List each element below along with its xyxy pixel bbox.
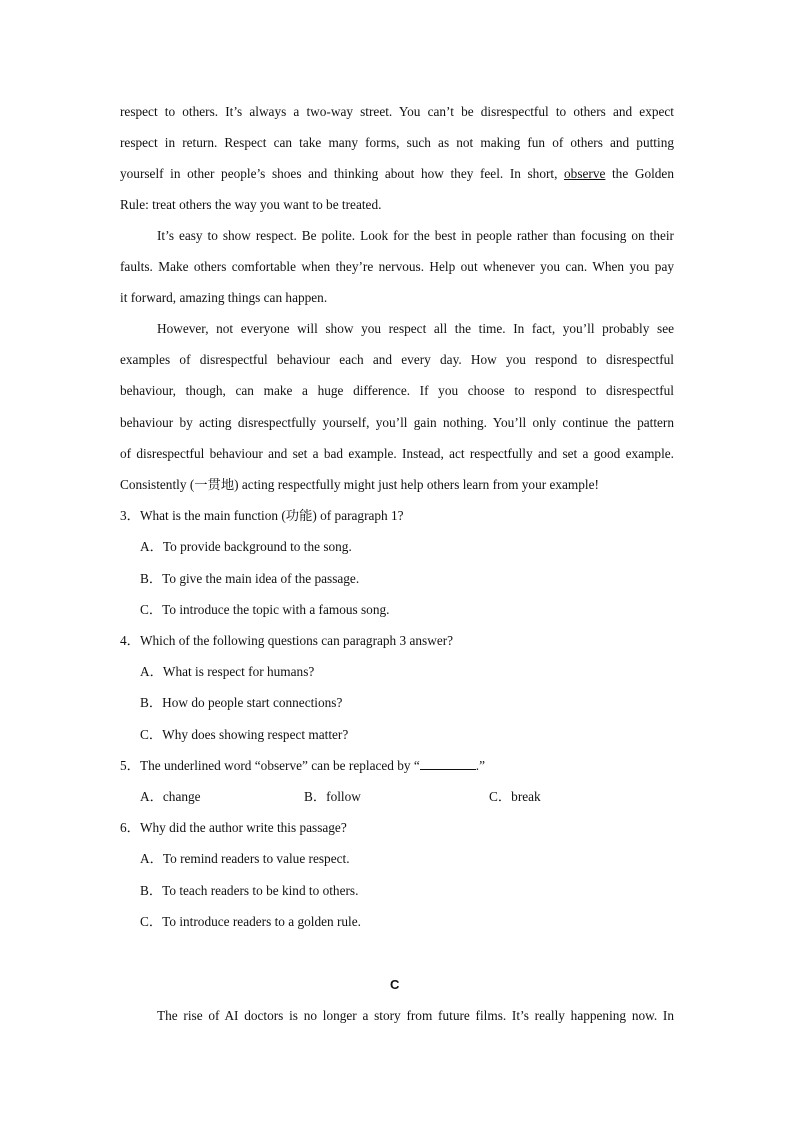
answer-blank <box>420 757 476 770</box>
question-4-option-c[interactable]: C．Why does showing respect matter? <box>140 727 349 742</box>
passage-b-p2-line-1: It’s easy to show respect. Be polite. Look for the best in people rather than focusing on their <box>157 228 674 243</box>
passage-b-p2-line-3: it forward, amazing things can happen. <box>120 290 328 305</box>
question-3-option-b[interactable]: B．To give the main idea of the passage. <box>140 571 360 586</box>
question-6-option-a[interactable]: A．To remind readers to value respect. <box>140 851 350 866</box>
passage-b-p3-line-2: examples of disrespectful behaviour each and every day. How you respond to disrespectful <box>120 352 674 367</box>
question-3-option-a[interactable]: A．To provide background to the song. <box>140 539 352 554</box>
line-3-tail: the Golden <box>605 166 674 181</box>
passage-b-p3-line-1: However, not everyone will show you respect all the time. In fact, you’ll probably see <box>157 321 674 336</box>
question-5-stem <box>120 757 674 775</box>
question-5-option-a[interactable]: A．change <box>140 789 201 804</box>
question-4-option-b[interactable]: B．How do people start connections? <box>140 695 343 710</box>
question-3-option-c[interactable]: C．To introduce the topic with a famous song. <box>140 602 390 617</box>
question-5-option-b[interactable]: B．follow <box>304 789 361 804</box>
passage-b-p1-line-1: respect to others. It’s always a two-way street. You can’t be disrespectful to others and expect <box>120 104 674 119</box>
section-c-heading: C <box>390 977 400 992</box>
question-4-stem: 4．Which of the following questions can paragraph 3 answer? <box>120 633 454 648</box>
passage-b-p3-line-3: behaviour, though, can make a huge difference. If you choose to respond to disrespectful <box>120 383 674 398</box>
question-5-stem-after: .” <box>475 758 486 773</box>
passage-b-p1-line-2: respect in return. Respect can take many forms, such as not making fun of others and putting <box>120 135 674 150</box>
question-5-stem-before: 5．The underlined word “observe” can be replaced by “ <box>120 758 420 773</box>
passage-b-p3-line-4: behaviour by acting disrespectfully yourself, you’ll gain nothing. You’ll only continue the pattern <box>120 415 674 430</box>
section-c-first-line: The rise of AI doctors is no longer a story from future films. It’s really happening now. In <box>157 1008 674 1023</box>
passage-b-p1-line-4: Rule: treat others the way you want to be treated. <box>120 197 382 212</box>
passage-b-p2-line-2: faults. Make others comfortable when they’re nervous. Help out whenever you can. When you pay <box>120 259 674 274</box>
question-3-stem: 3．What is the main function (功能) of paragraph 1? <box>120 508 404 523</box>
line-3-text: yourself in other people’s shoes and thinking about how they feel. In short, <box>120 166 565 181</box>
underlined-word-observe: observe <box>564 166 606 181</box>
passage-b-p3-line-5: of disrespectful behaviour and set a bad example. Instead, act respectfully and set a good example. <box>120 446 674 461</box>
question-5-option-c[interactable]: C．break <box>489 789 541 804</box>
question-6-stem: 6．Why did the author write this passage? <box>120 820 347 835</box>
question-6-option-b[interactable]: B．To teach readers to be kind to others. <box>140 883 359 898</box>
passage-b-p1-line-3 <box>120 165 674 183</box>
question-4-option-a[interactable]: A．What is respect for humans? <box>140 664 315 679</box>
passage-b-p3-line-6: Consistently (一贯地) acting respectfully might just help others learn from your example! <box>120 477 599 492</box>
question-6-option-c[interactable]: C．To introduce readers to a golden rule. <box>140 914 361 929</box>
